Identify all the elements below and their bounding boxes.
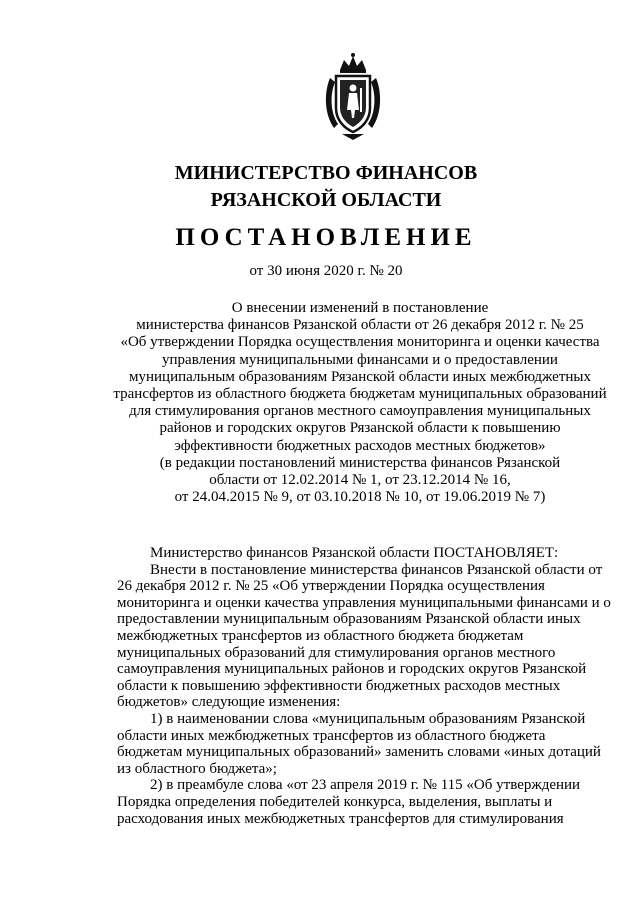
body-line: области к повышению эффективности бюджетных расходов местных	[117, 677, 561, 694]
subject-line: (в редакции постановлений министерства финансов Рязанской	[159, 454, 561, 471]
document-type: ПОСТАНОВЛЕНИЕ	[175, 224, 477, 251]
subject-line: области от 12.02.2014 № 1, от 23.12.2014 № 16,	[209, 472, 511, 489]
body-line: Внести в постановление министерства финансов Рязанской области от	[150, 561, 603, 578]
subject-line: трансфертов из областного бюджета бюджетам муниципальных образований	[113, 386, 607, 403]
body-line: 26 декабря 2012 г. № 25 «Об утверждении Порядка осуществления	[117, 578, 545, 595]
body-line: самоуправления муниципальных районов и городских округов Рязанской	[117, 661, 587, 678]
body-line: межбюджетных трансфертов из областного бюджета бюджетам	[117, 627, 524, 644]
coat-of-arms-emblem	[318, 52, 388, 140]
subject-line: О внесении изменений в постановление	[231, 300, 489, 316]
body-line: области иных межбюджетных трансфертов из областного бюджета	[117, 727, 546, 744]
body-line: бюджетов» следующие изменения:	[117, 694, 341, 711]
body-line: из областного бюджета»;	[117, 760, 277, 777]
body-line: мониторинга и оценки качества управления муниципальными финансами и о	[117, 594, 611, 611]
body-line: 2) в преамбуле слова «от 23 апреля 2019 г. № 115 «Об утверждении	[150, 777, 581, 794]
body-line: бюджетам муниципальных образований» заменить словами «иных дотаций	[117, 744, 601, 761]
body-line: предоставлении муниципальным образованиям Рязанской области иных	[117, 611, 581, 628]
subject-line: эффективности бюджетных расходов местных бюджетов»	[174, 437, 546, 454]
ministry-name-line2: РЯЗАНСКОЙ ОБЛАСТИ	[210, 189, 442, 211]
document-body	[117, 545, 611, 827]
body-line: муниципальных образований для стимулирования органов местного	[117, 644, 556, 661]
document-date-number: от 30 июня 2020 г. № 20	[249, 263, 403, 279]
body-line: Министерство финансов Рязанской области ПОСТАНОВЛЯЕТ:	[150, 545, 559, 561]
subject-line: муниципальным образованиям Рязанской области иных межбюджетных	[129, 368, 591, 385]
subject-line: министерства финансов Рязанской области от 26 декабря 2012 г. № 25	[136, 317, 584, 334]
ministry-name-line1: МИНИСТЕРСТВО ФИНАНСОВ	[174, 162, 478, 184]
body-line: 1) в наименовании слова «муниципальным образованиям Рязанской	[150, 710, 586, 727]
subject-line: «Об утверждении Порядка осуществления мониторинга и оценки качества	[120, 334, 600, 351]
body-line: расходования иных межбюджетных трансфертов для стимулирования	[117, 810, 564, 827]
subject-line: для стимулирования органов местного самоуправления муниципальных	[129, 403, 591, 420]
body-line: Порядка определения победителей конкурса, выделения, выплаты и	[117, 793, 553, 810]
subject-line: управления муниципальными финансами и о предоставлении	[162, 351, 558, 368]
document-subject	[110, 300, 610, 506]
subject-line: районов и городских округов Рязанской области к повышению	[159, 420, 561, 437]
subject-line: от 24.04.2015 № 9, от 03.10.2018 № 10, от 19.06.2019 № 7)	[174, 489, 546, 506]
ministry-name	[0, 160, 640, 214]
